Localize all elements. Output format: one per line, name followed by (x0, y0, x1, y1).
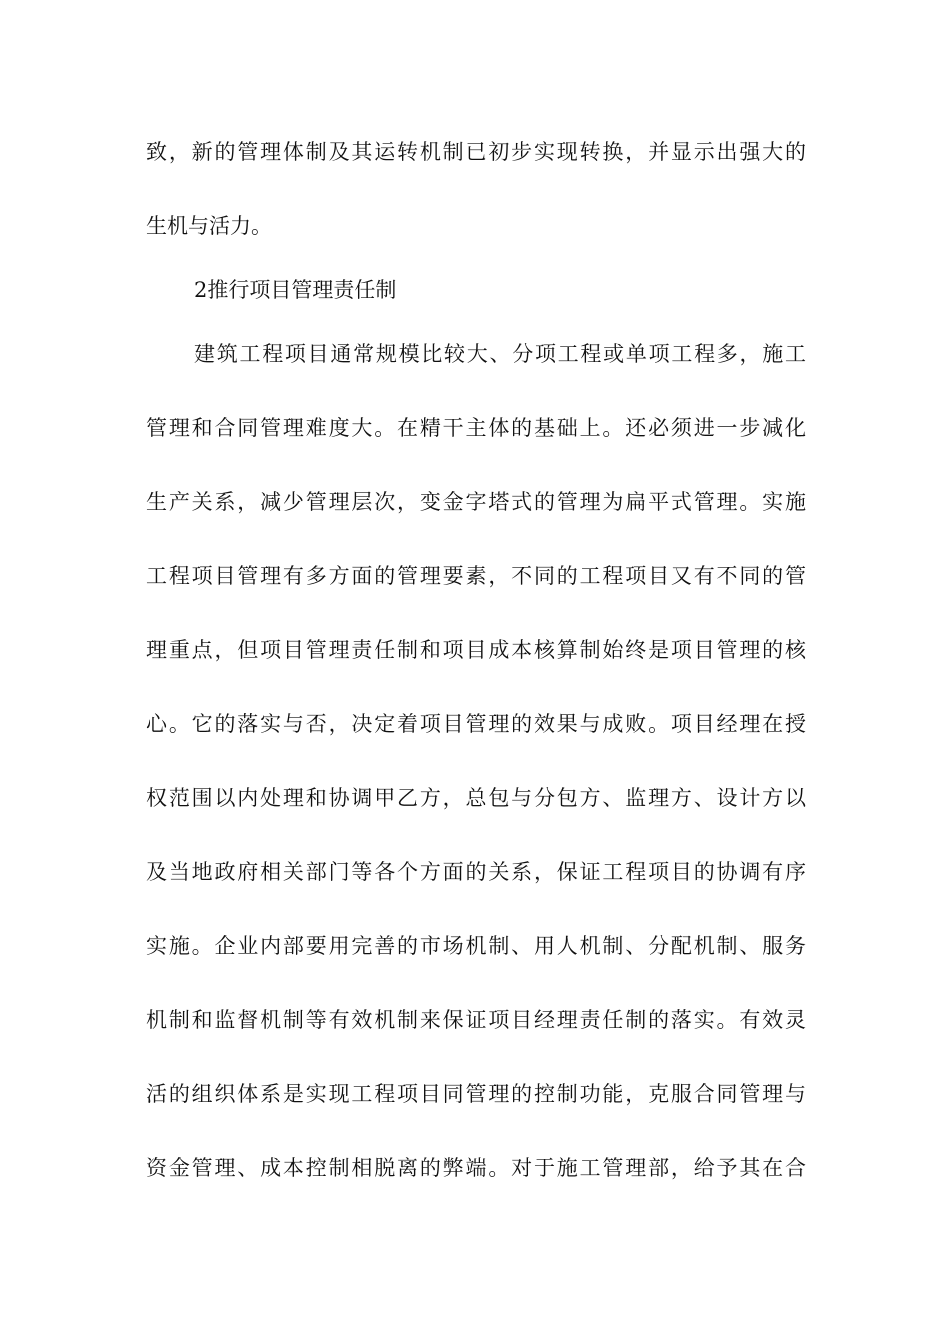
paragraph-line: 工程项目管理有多方面的管理要素，不同的工程项目又有不同的管 (146, 564, 806, 588)
paragraph-line: 活的组织体系是实现工程项目同管理的控制功能，克服合同管理与 (146, 1082, 806, 1106)
paragraph-line: 资金管理、成本控制相脱离的弊端。对于施工管理部，给予其在合 (146, 1156, 806, 1180)
paragraph-line: 建筑工程项目通常规模比较大、分项工程或单项工程多，施工 (194, 342, 806, 366)
paragraph-line: 实施。企业内部要用完善的市场机制、用人机制、分配机制、服务 (146, 934, 806, 958)
paragraph-line: 心。它的落实与否，决定着项目管理的效果与成败。项目经理在授 (146, 712, 806, 736)
paragraph-line: 管理和合同管理难度大。在精干主体的基础上。还必须进一步减化 (146, 416, 806, 440)
paragraph-line: 权范围以内处理和协调甲乙方，总包与分包方、监理方、设计方以 (146, 786, 806, 810)
paragraph-line: 致，新的管理体制及其运转机制已初步实现转换，并显示出强大的 (146, 140, 806, 164)
paragraph-line: 生产关系，减少管理层次，变金字塔式的管理为扁平式管理。实施 (146, 490, 806, 514)
paragraph-line: 机制和监督机制等有效机制来保证项目经理责任制的落实。有效灵 (146, 1008, 806, 1032)
paragraph-line: 及当地政府相关部门等各个方面的关系，保证工程项目的协调有序 (146, 860, 806, 884)
section-heading: 2推行项目管理责任制 (194, 278, 397, 302)
paragraph-line: 生机与活力。 (146, 214, 272, 238)
paragraph-line: 理重点，但项目管理责任制和项目成本核算制始终是项目管理的核 (146, 638, 806, 662)
